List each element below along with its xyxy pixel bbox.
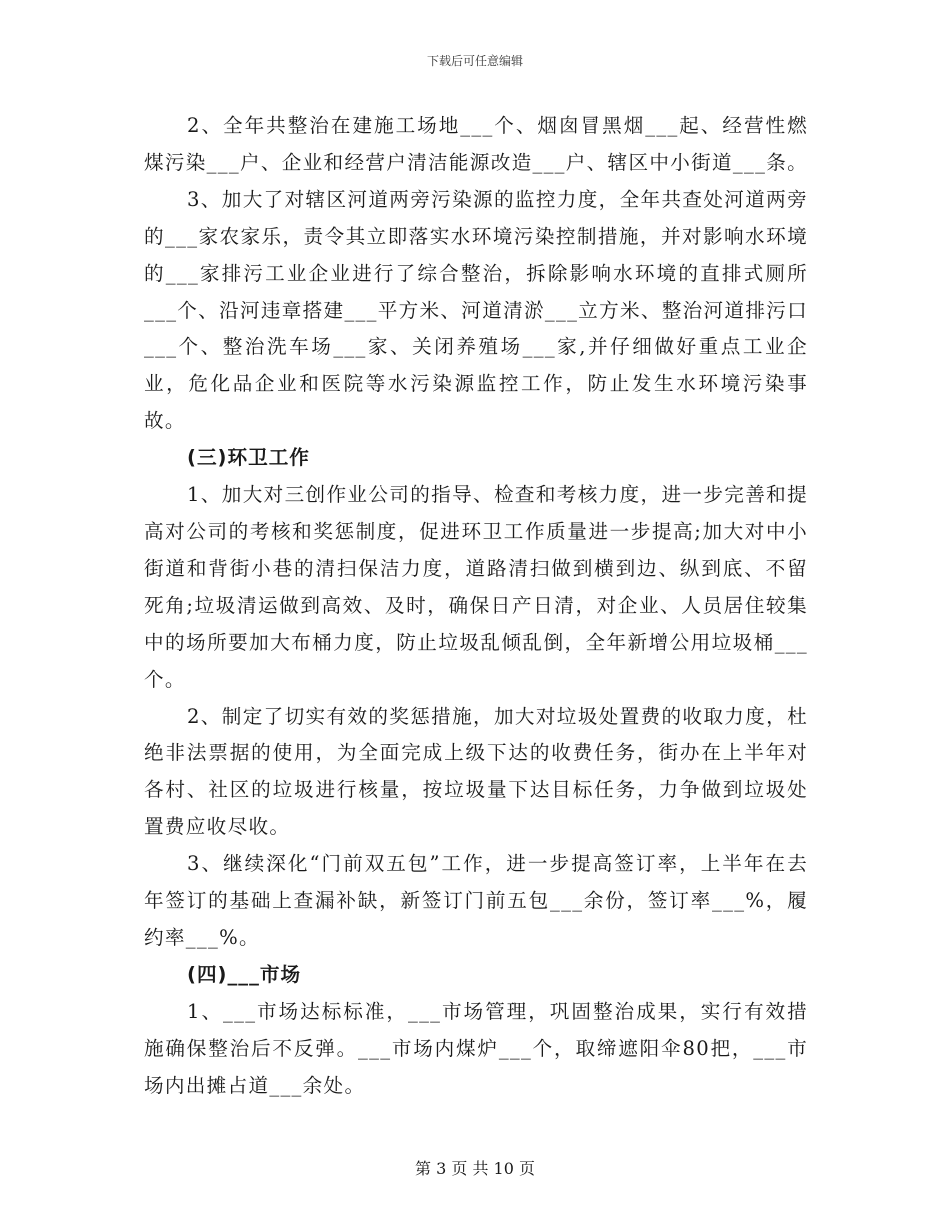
paragraph-river-pollution: 3、加大了对辖区河道两旁污染源的监控力度，全年共查处河道两旁的___家农家乐，责令其立即落实水环境污染控制措施，并对影响水环境的___家排污工业企业进行了综合整治，拆除影响水环境的直排式厕所___个、沿河违章搭建___平方米、河道清淤___立方米、整治河道排污口___个、整治洗车场___家、关闭养殖场___家,并仔细做好重点工业企业，危化品企业和医院等水污染源监控工作，防止发生水环境污染事故。	[144, 187, 809, 433]
paragraph-door-responsibility: 3、继续深化“门前双五包”工作，进一步提高签订率，上半年在去年签订的基础上查漏补缺，新签订门前五包___余份，签订率___%，履约率___%。	[144, 852, 808, 949]
paragraph-construction-sites: 2、全年共整治在建施工场地___个、烟囱冒黑烟___起、经营性燃煤污染___户、企业和经营户清洁能源改造___户、辖区中小街道___条。	[144, 114, 809, 174]
page-number: 第 3 页 共 10 页	[415, 1159, 535, 1178]
section-heading-sanitation: (三)环卫工作	[187, 446, 310, 470]
page-header: 下载后可任意编辑	[426, 54, 523, 68]
paragraph-market-management: 1、___市场达标标准，___市场管理，巩固整治成果，实行有效措施确保整治后不反弹。___市场内煤炉___个，取缔遮阳伞80把，___市场内出摊占道___余处。	[144, 999, 808, 1097]
document-body	[144, 108, 808, 1104]
paragraph-sanitation-company: 1、加大对三创作业公司的指导、检查和考核力度，进一步完善和提高对公司的考核和奖惩制度，促进环卫工作质量进一步提高;加大对中小街道和背街小巷的清扫保洁力度，道路清扫做到横到边、纵到底、不留死角;垃圾清运做到高效、及时，确保日产日清，对企业、人员居住较集中的场所要加大布桶力度，防止垃圾乱倾乱倒，全年新增公用垃圾桶___个。	[144, 483, 808, 691]
section-heading-market: (四)___市场	[187, 962, 302, 986]
paragraph-garbage-fees: 2、制定了切实有效的奖惩措施，加大对垃圾处置费的收取力度，杜绝非法票据的使用，为全面完成上级下达的收费任务，街办在上半年对各村、社区的垃圾进行核量，按垃圾量下达目标任务，力争做到垃圾处置费应收尽收。	[144, 704, 808, 839]
